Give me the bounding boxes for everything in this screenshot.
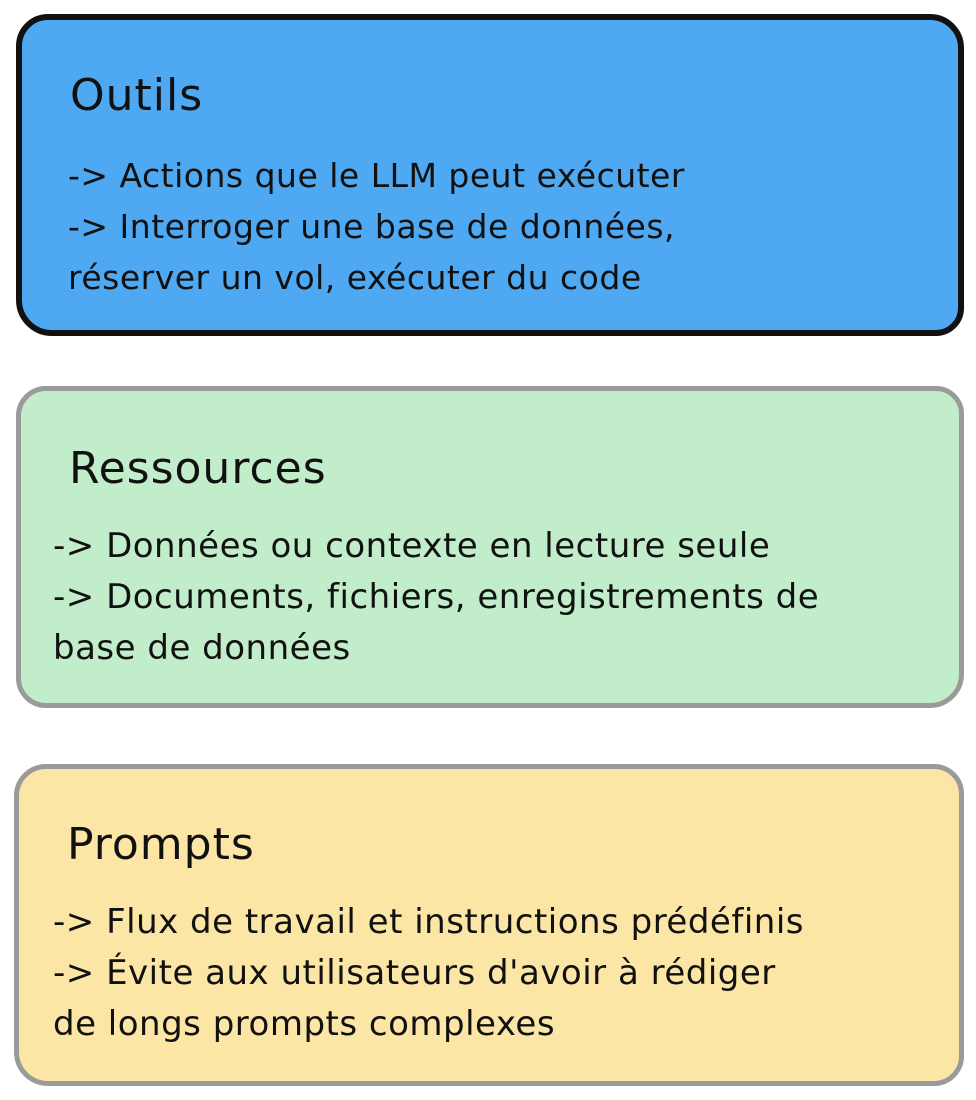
card-ressources [16,386,964,708]
card-line: base de données [53,628,351,668]
card-prompts [14,764,964,1086]
card-line: réserver un vol, exécuter du code [68,258,642,297]
card-line: -> Documents, fichiers, enregistrements de [53,577,820,617]
card-description [53,521,819,674]
card-line: -> Flux de travail et instructions prédéfinis [53,902,804,942]
card-line: -> Actions que le LLM peut exécuter [68,156,685,195]
card-line: -> Données ou contexte en lecture seule [53,526,771,566]
card-line: de longs prompts complexes [53,1004,556,1044]
card-outils [16,14,964,336]
card-line: -> Interroger une base de données, [68,207,676,246]
card-description [53,897,804,1050]
card-title: Outils [70,70,204,121]
card-title: Prompts [67,819,255,870]
card-title: Ressources [69,443,327,494]
card-description [68,150,685,303]
card-line: -> Évite aux utilisateurs d'avoir à rédiger [53,953,776,993]
